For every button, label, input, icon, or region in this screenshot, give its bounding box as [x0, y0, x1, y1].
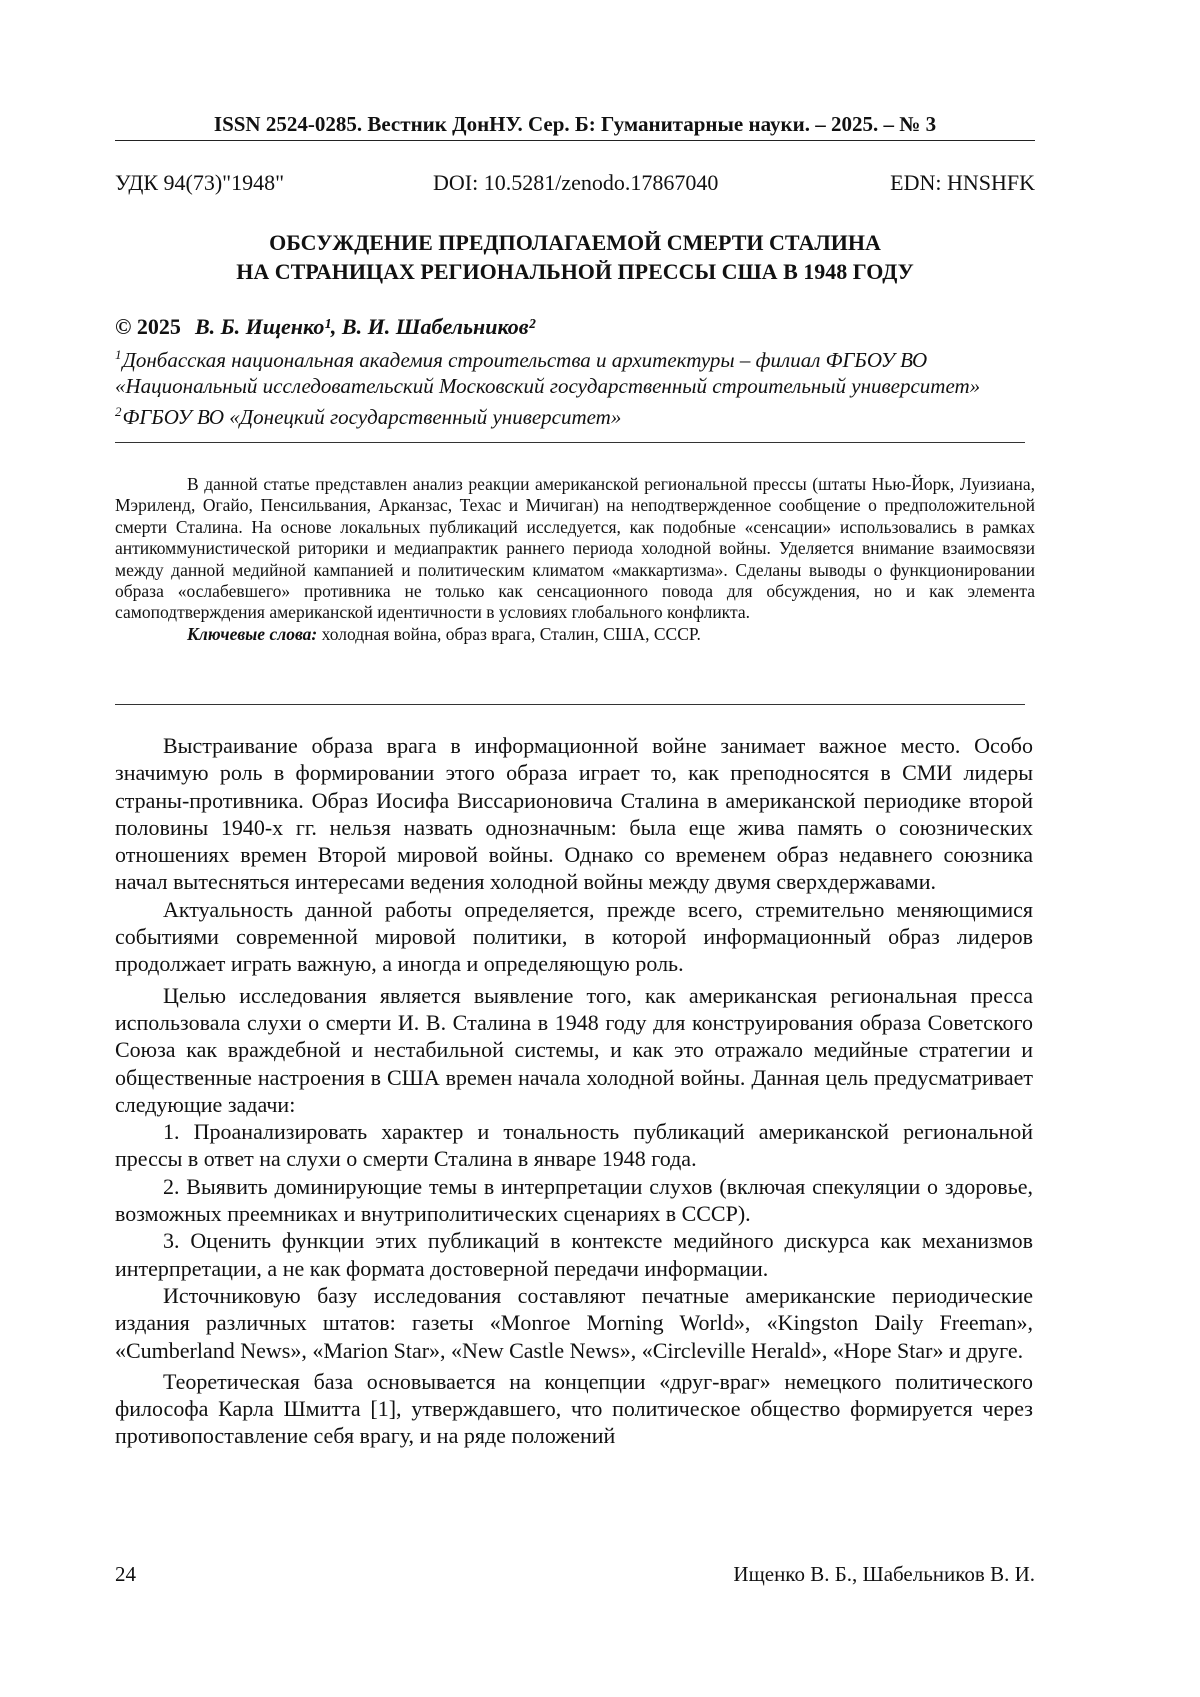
task-item-3: 3. Оценить функции этих публикаций в контексте медийного дискурса как механизмов интерпретации, а не как формата достоверной передачи информации. [115, 1228, 1033, 1281]
doi-code: DOI: 10.5281/zenodo.17867040 [433, 170, 719, 195]
body-paragraph-3: Целью исследования является выявление того, как американская региональная пресса использовала слухи о смерти И. В. Сталина в 1948 году для конструирования образа Советского Союза как враждебной и нестабильной системы, и как это отражало медийные стратегии и общественные настроения в США времен начала холодной войны. Данная цель предусматривает следующие задачи: [115, 982, 1033, 1117]
author-names: В. Б. Ищенко¹, В. И. Шабельников² [194, 314, 536, 339]
journal-header: ISSN 2524-0285. Вестник ДонНУ. Сер. Б: Гуманитарные науки. – 2025. – № 3 [213, 112, 937, 136]
keywords-label: Ключевые слова: [187, 623, 318, 644]
body-paragraph-theory: Теоретическая база основывается на концепции «друг-враг» немецкого политического философа Карла Шмитта [1], утверждавшего, что политическое общество формируется через противопоставление себя врагу, и на ряде положений [115, 1368, 1033, 1449]
edn-code: EDN: HNSHFK [890, 170, 1035, 195]
udk-code: УДК 94(73)"1948" [115, 170, 285, 195]
affiliations [115, 342, 1045, 430]
affiliation-2: $^2$ФГБОУ ВО «Донецкий государственный университет» [115, 404, 622, 429]
header-divider [115, 140, 1035, 141]
article-body [115, 732, 1033, 1450]
body-paragraph-sources: Источниковую базу исследования составляют печатные американские периодические издания различных штатов: газеты «Monroe Morning World», «Kingston Daily Freeman», «Cumberland News», «Marion Star», «New Castle News», «Circleville Herald», «Hope Star» и друге. [115, 1282, 1033, 1363]
task-item-2: 2. Выявить доминирующие темы в интерпретации слухов (включая спекуляции о здоровье, возможных преемниках и внутриполитических сценариях в СССР). [115, 1173, 1033, 1227]
title-line-2: НА СТРАНИЦАХ РЕГИОНАЛЬНОЙ ПРЕССЫ США В 1948 ГОДУ [236, 259, 914, 284]
body-paragraph-2: Актуальность данной работы определяется, прежде всего, стремительно меняющимися событиями современной мировой политики, в которой информационный образ лидеров продолжает играть важную, а иногда и определяющую роль. [115, 896, 1033, 977]
footer-authors: Ищенко В. Б., Шабельников В. И. [733, 1562, 1035, 1586]
body-paragraph-1: Выстраивание образа врага в информационной войне занимает важное место. Особо значимую роль в формировании этого образа играет то, как преподносятся в СМИ лидеры страны-противника. Образ Иосифа Виссарионовича Сталина в американской периодике второй половины 1940-х гг. нельзя назвать однозначным: была еще жива память о союзнических отношениях времен Второй мировой войны. Однако со временем образ недавнего союзника начал вытесняться интересами ведения холодной войны между двумя сверхдержавами. [115, 733, 1033, 895]
affiliation-1-mark: 1 [115, 347, 122, 362]
task-item-1: 1. Проанализировать характер и тональность публикаций американской региональной прессы в ответ на слухи о смерти Сталина в январе 1948 года. [115, 1119, 1033, 1172]
abstract-bottom-divider [115, 704, 1025, 705]
page-number: 24 [115, 1562, 136, 1586]
abstract [115, 474, 1035, 645]
authors-line [115, 314, 1035, 340]
affiliation-1-cont: «Национальный исследовательский Московский государственный строительный университет» [115, 374, 981, 398]
copyright-year: © 2025 [115, 314, 181, 339]
title-line-1: ОБСУЖДЕНИЕ ПРЕДПОЛАГАЕМОЙ СМЕРТИ СТАЛИНА [269, 230, 881, 255]
keywords-line [115, 624, 1035, 645]
abstract-top-divider [115, 442, 1025, 443]
affiliation-2-mark: 2 [115, 404, 122, 419]
article-title [115, 228, 1035, 286]
affiliation-1: $^1$Донбасская национальная академия строительства и архитектуры – филиал ФГБОУ ВО [115, 347, 928, 372]
keywords-list: холодная война, образ врага, Сталин, США, СССР. [321, 623, 701, 644]
abstract-text: В данной статье представлен анализ реакции американской региональной прессы (штаты Нью-Йорк, Луизиана, Мэриленд, Огайо, Пенсильвания, Арканзас, Техас и Мичиган) на неподтвержденное сообщение о предположительной смерти Сталина. На основе локальных публикаций исследуется, как подобные «сенсации» использовались в рамках антикоммунистической риторики и медиапрактик раннего периода холодной войны. Уделяется внимание взаимосвязи между данной медийной кампанией и политическим климатом «маккартизма». Сделаны выводы о функционировании образа «ослабевшего» противника не только как сенсационного повода для обсуждения, но и как элемента самоподтверждения американской идентичности в условиях глобального конфликта. [115, 474, 1035, 623]
